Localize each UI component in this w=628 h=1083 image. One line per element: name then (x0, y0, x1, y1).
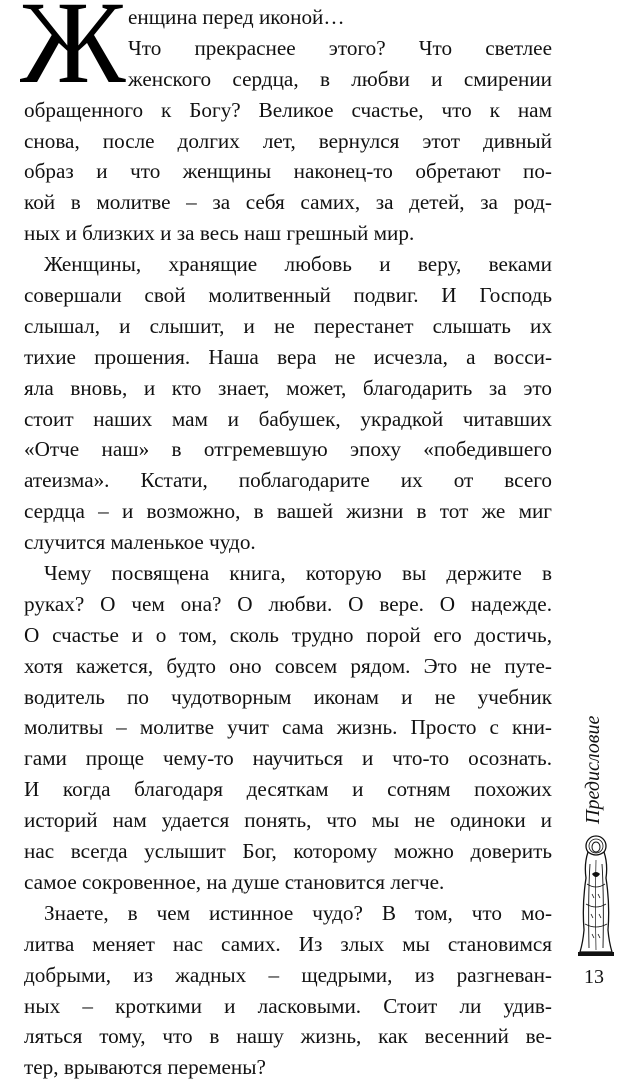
text-line: добрыми, из жадных – щедрыми, из разгневан- (24, 962, 552, 987)
text-line: гами проще чему-то научиться и что-то осознать. (24, 746, 552, 771)
text-line: обращенного к Богу? Великое счастье, что к нам (24, 97, 552, 122)
text-line: слышал, и слышит, и не перестанет слышать их (24, 313, 552, 338)
text-line: яла вновь, и кто знает, может, благодарить за это (24, 375, 552, 400)
page-number: 13 (584, 966, 604, 988)
text-line: И когда благодаря десяткам и сотням похожих (24, 777, 552, 802)
text-line: руках? О чем она? О любви. О вере. О надежде. (24, 591, 552, 616)
paragraph-2 (24, 249, 552, 558)
text-line: водитель по чудотворным иконам и не учебник (24, 684, 552, 709)
saint-figure-icon (574, 834, 618, 958)
text-line: тихие прошения. Наша вера не исчезла, а восси- (24, 344, 552, 369)
text-line: О счастье и о том, сколь трудно порой его достичь, (24, 622, 552, 647)
text-line: самое сокровенное, на душе становится легче. (24, 869, 445, 894)
text-line: историй нам удается понять, что мы не одиноки и (24, 808, 552, 833)
text-line: атеизма». Кстати, поблагодарите их от всего (24, 468, 552, 493)
text-line: совершали свой молитвенный подвиг. И Господь (24, 283, 552, 308)
text-line: стоит наших мам и бабушек, украдкой читавших (24, 406, 552, 431)
drop-cap-letter: Ж (20, 0, 126, 108)
section-title: Предисловие (582, 715, 604, 824)
text-line: литва меняет нас самих. Из злых мы становимся (24, 931, 552, 956)
text-line: Что прекраснее этого? Что светлее (128, 35, 552, 60)
text-line: ных – кроткими и ласковыми. Стоит ли удив- (24, 993, 552, 1018)
text-line: случится маленькое чудо. (24, 530, 256, 555)
paragraph-1 (24, 2, 552, 249)
text-line: «Отче наш» в отгремевшую эпоху «победившего (24, 437, 552, 462)
body-text (24, 2, 552, 1083)
text-line: сердца – и возможно, в вашей жизни в тот же миг (24, 499, 552, 524)
text-line: ляться тому, что в нашу жизнь, как весенний ве- (24, 1024, 552, 1049)
text-line: Женщины, хранящие любовь и веру, веками (44, 252, 552, 277)
text-line: молитвы – молитве учит сама жизнь. Просто с кни- (24, 715, 552, 740)
text-line: снова, после долгих лет, вернулся этот дивный (24, 128, 552, 153)
text-line: ных и близких и за весь наш грешный мир. (24, 221, 415, 246)
text-line: нас всегда услышит Бог, которому можно доверить (24, 839, 552, 864)
text-line: енщина перед иконой… (128, 5, 345, 29)
paragraph-4 (24, 898, 552, 1083)
text-line: Чему посвящена книга, которую вы держите в (44, 561, 552, 586)
text-line: женского сердца, в любви и смирении (128, 66, 552, 91)
text-line: хотя кажется, будто оно совсем рядом. Это не путе- (24, 653, 552, 678)
paragraph-3 (24, 558, 552, 898)
text-line: Знаете, в чем истинное чудо? В том, что мо- (44, 900, 552, 925)
text-line: тер, врываются перемены? (24, 1055, 266, 1080)
text-line: кой в молитве – за себя самих, за детей, за род- (24, 190, 552, 215)
text-line: образ и что женщины наконец-то обретают по- (24, 159, 552, 184)
